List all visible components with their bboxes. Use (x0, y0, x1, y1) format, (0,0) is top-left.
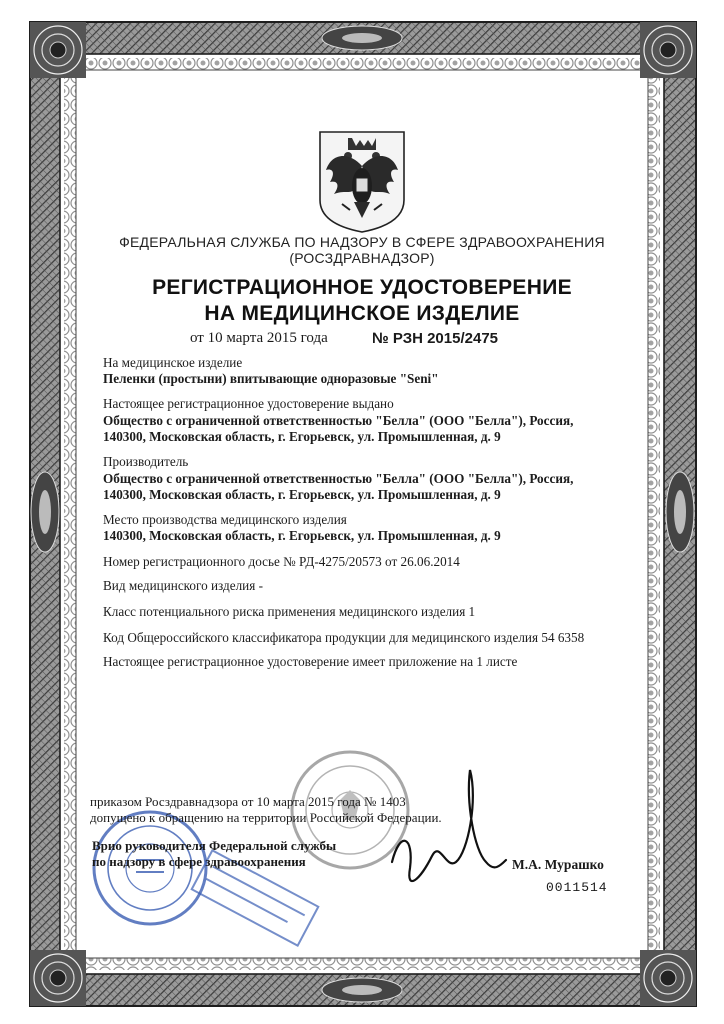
coat-of-arms-icon (320, 132, 404, 232)
corner-rosette-bottom-right (640, 950, 696, 1006)
edge-medallion-bottom (322, 978, 402, 1002)
manufacturer-value-line2: 140300, Московская область, г. Егорьевск, ул. Промышленная, д. 9 (103, 487, 501, 502)
issued-label: Настоящее регистрационное удостоверение выдано (103, 396, 394, 411)
agency-abbreviation: (РОСЗДРАВНАДЗОР) (289, 250, 435, 266)
production-value: 140300, Московская область, г. Егорьевск, ул. Промышленная, д. 9 (103, 528, 501, 543)
order-approval: допущено к обращению на территории Российской Федерации. (90, 810, 442, 825)
agency-name: ФЕДЕРАЛЬНАЯ СЛУЖБА ПО НАДЗОРУ В СФЕРЕ ЗДРАВООХРАНЕНИЯ (119, 234, 605, 250)
okp-code: Код Общероссийского классификатора продукции для медицинского изделия 54 6358 (103, 630, 585, 645)
edge-medallion-top (322, 26, 402, 50)
document-subtitle: НА МЕДИЦИНСКОЕ ИЗДЕЛИЕ (204, 302, 520, 325)
serial-number: 0011514 (546, 880, 608, 895)
corner-rosette-top-left (30, 22, 86, 78)
manufacturer-value-line1: Общество с ограниченной ответственностью "Белла" (ООО "Белла"), Россия, (103, 471, 574, 486)
device-kind: Вид медицинского изделия - (103, 578, 263, 593)
dossier-number: Номер регистрационного досье № РД-4275/20573 от 26.06.2014 (103, 554, 460, 569)
manufacturer-label: Производитель (103, 454, 189, 469)
order-reference: приказом Росздравнадзора от 10 марта 2015 года № 1403 (90, 794, 406, 809)
issued-value-line2: 140300, Московская область, г. Егорьевск, ул. Промышленная, д. 9 (103, 429, 501, 444)
issued-value-line1: Общество с ограниченной ответственностью "Белла" (ООО "Белла"), Россия, (103, 413, 574, 428)
corner-rosette-bottom-left (30, 950, 86, 1006)
edge-medallion-right (666, 472, 694, 552)
production-label: Место производства медицинского изделия (103, 512, 347, 527)
appendix-note: Настоящее регистрационное удостоверение имеет приложение на 1 листе (103, 654, 518, 669)
risk-class: Класс потенциального риска применения медицинского изделия 1 (103, 604, 476, 619)
registration-number: № РЗН 2015/2475 (372, 330, 498, 347)
issue-date: от 10 марта 2015 года (190, 330, 328, 346)
signatory-title-line1: Врио руководителя Федеральной службы (92, 838, 337, 853)
document-title: РЕГИСТРАЦИОННОЕ УДОСТОВЕРЕНИЕ (152, 276, 572, 299)
edge-medallion-left (31, 472, 59, 552)
corner-rosette-top-right (640, 22, 696, 78)
signatory-title-line2: по надзору в сфере здравоохранения (92, 854, 306, 869)
device-value: Пеленки (простыни) впитывающие одноразовые "Seni" (103, 371, 439, 386)
signatory-name: М.А. Мурашко (512, 857, 604, 872)
device-label: На медицинское изделие (103, 355, 243, 370)
